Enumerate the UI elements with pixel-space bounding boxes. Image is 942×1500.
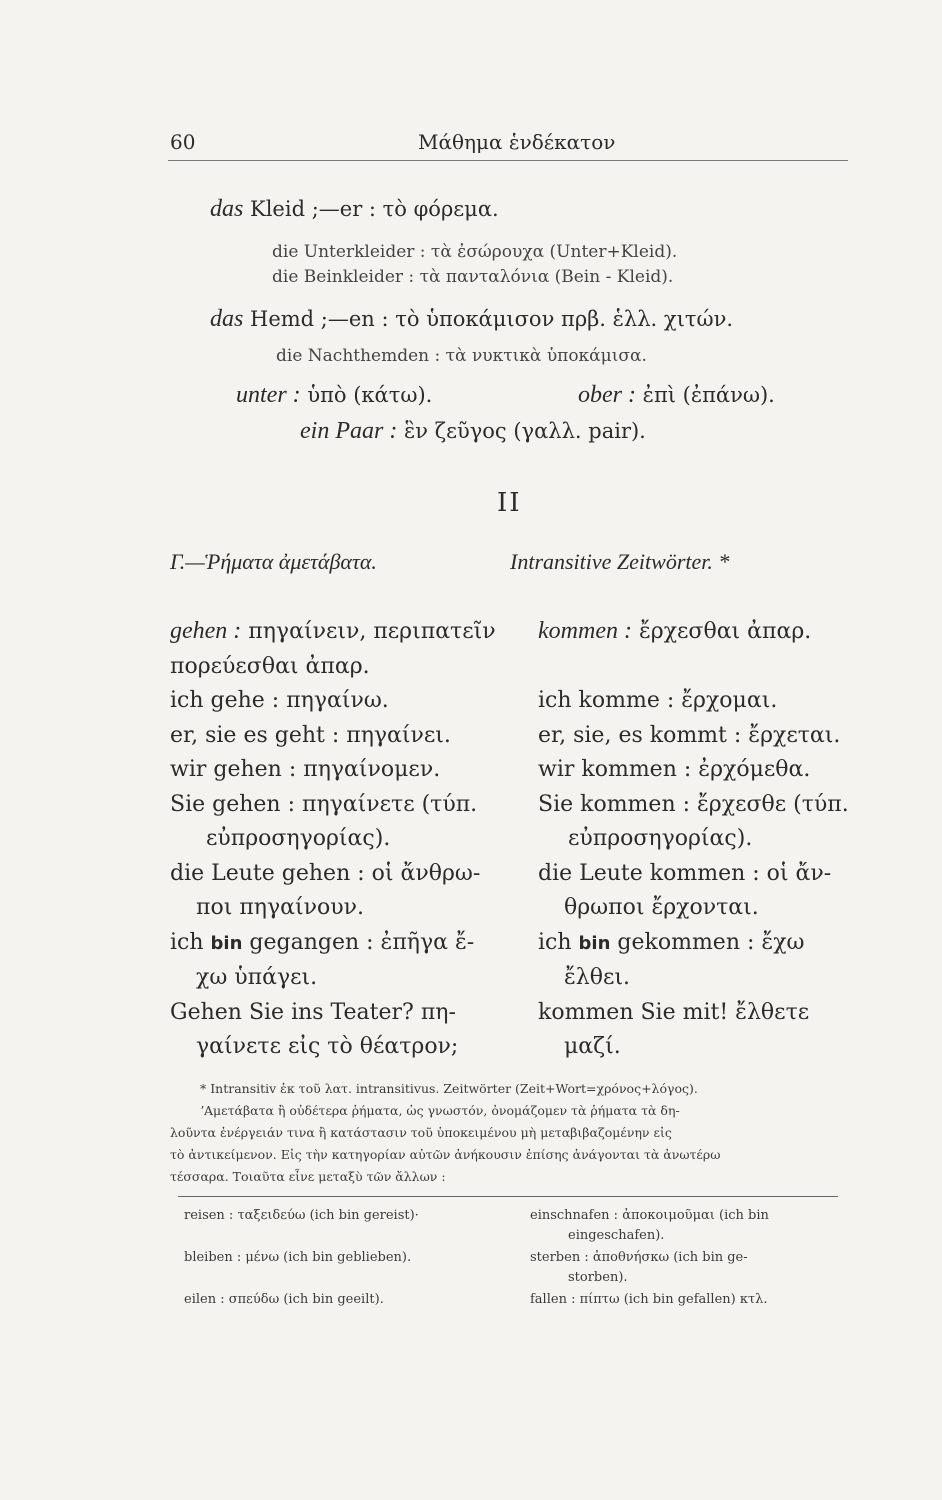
page-title: Μάθημα ἑνδέκατον <box>418 130 616 154</box>
example-einschlafen: einschnafen : ἀποκοιμοῦμαι (ich bin <box>530 1208 769 1223</box>
right-line-1: kommen : ἔρχεσθαι ἀπαρ. <box>538 618 812 644</box>
footnote-rule <box>178 1196 838 1197</box>
vocab-unter: unter : ὑπὸ (κάτω). <box>236 382 433 408</box>
left-line-13: γαίνετε εἰς τὸ θέατρον; <box>196 1034 459 1059</box>
vocab-paar: ein Paar : ἓν ζεῦγος (γαλλ. pair). <box>300 418 646 444</box>
footnote-line-5: τέσσαρα. Τοιαῦτα εἶνε μεταξὺ τῶν ἄλλων : <box>170 1169 446 1184</box>
section-number: II <box>497 488 522 518</box>
right-line-12: kommen Sie mit! ἔλθετε <box>538 999 810 1025</box>
right-line-11: ἔλθει. <box>564 965 631 990</box>
vocab-nachthemden: die Nachthemden : τὰ νυκτικὰ ὑποκάμισα. <box>276 346 647 366</box>
right-line-8: die Leute kommen : οἱ ἄν- <box>538 860 832 886</box>
left-line-9: ποι πηγαίνουν. <box>196 895 364 920</box>
footnote-line-2: ʼΑμετάβατα ἢ οὐδέτερα ῥήματα, ὡς γνωστόν, ὀνομάζομεν τὰ ῥήματα τὰ δη- <box>200 1103 680 1118</box>
vocab-beinkleider: die Beinkleider : τὰ πανταλόνια (Bein - Kleid). <box>272 267 674 287</box>
example-eilen: eilen : σπεύδω (ich bin geeilt). <box>184 1292 384 1307</box>
left-line-11: χω ὑπάγει. <box>196 965 318 990</box>
footnote <box>170 1078 850 1188</box>
example-fallen: fallen : πίπτω (ich bin gefallen) κτλ. <box>530 1292 768 1307</box>
right-line-7: εὐπροσηγορίας). <box>568 826 753 851</box>
example-einschlafen-cont: eingeschafen). <box>568 1228 665 1243</box>
left-line-6: Sie gehen : πηγαίνετε (τύπ. <box>170 791 478 817</box>
right-line-4: er, sie, es kommt : ἔρχεται. <box>538 722 841 748</box>
left-line-5: wir gehen : πηγαίνομεν. <box>170 757 441 782</box>
left-line-2: πορεύεσθαι ἀπαρ. <box>170 653 370 679</box>
left-line-4: er, sie es geht : πηγαίνει. <box>170 722 451 748</box>
header-rule <box>168 160 848 161</box>
footnote-line-4: τὸ ἀντικείμενον. Εἰς τὴν κατηγορίαν αὐτῶν ἀνήκουσιν ἐπίσης ἀνάγονται τὰ ἀνωτέρω <box>170 1147 721 1162</box>
page-number: 60 <box>170 130 196 154</box>
example-sterben-cont: storben). <box>568 1270 628 1285</box>
vocab-unterkleider: die Unterkleider : τὰ ἐσώρουχα (Unter+Kleid). <box>272 242 678 262</box>
vocab-hemd: das Hemd ;—en : τὸ ὑποκάμισον πρβ. ἑλλ. χιτών. <box>210 306 734 332</box>
left-column <box>170 614 500 1065</box>
example-sterben: sterben : ἀποθνήσκω (ich bin ge- <box>530 1250 748 1265</box>
example-reisen: reisen : ταξειδεύω (ich bin gereist)· <box>184 1208 419 1223</box>
footnote-line-1: * Intransitiv ἐκ τοῦ λατ. intransitivus. Zeitwörter (Zeit+Wort=χρόνος+λόγος). <box>200 1081 698 1096</box>
right-column <box>538 614 868 1065</box>
left-line-12: Gehen Sie ins Teater? πη- <box>170 999 456 1025</box>
vocab-ober: ober : ἐπὶ (ἐπάνω). <box>578 382 775 408</box>
right-line-10: ich bin gekommen : ἔχω <box>538 929 805 955</box>
right-line-5: wir kommen : ἐρχόμεθα. <box>538 757 811 782</box>
left-line-8: die Leute gehen : οἱ ἄνθρω- <box>170 860 481 886</box>
left-line-7: εὐπροσηγορίας). <box>206 826 391 851</box>
vocab-kleid: das Kleid ;—er : τὸ φόρεμα. <box>210 196 499 222</box>
right-line-3: ich komme : ἔρχομαι. <box>538 688 778 713</box>
left-line-1: gehen : πηγαίνειν, περιπατεῖν <box>170 618 496 644</box>
right-line-6: Sie kommen : ἔρχεσθε (τύπ. <box>538 791 849 817</box>
section-heading-german: Intransitive Zeitwörter. * <box>510 549 730 574</box>
left-line-10: ich bin gegangen : ἐπῆγα ἔ- <box>170 929 475 955</box>
right-line-9: θρωποι ἔρχονται. <box>564 895 759 920</box>
left-line-3: ich gehe : πηγαίνω. <box>170 688 389 713</box>
right-line-2 <box>538 650 868 685</box>
footnote-line-3: λοῦντα ἐνέργειάν τινα ἢ κατάστασιν τοῦ ὑποκειμένου μὴ μεταβιβαζομένην εἰς <box>170 1125 672 1140</box>
example-bleiben: bleiben : μένω (ich bin geblieben). <box>184 1250 412 1265</box>
right-line-13: μαζί. <box>564 1034 621 1059</box>
section-heading-greek: Γ.—Ῥήματα ἀμετάβατα. <box>170 549 377 574</box>
